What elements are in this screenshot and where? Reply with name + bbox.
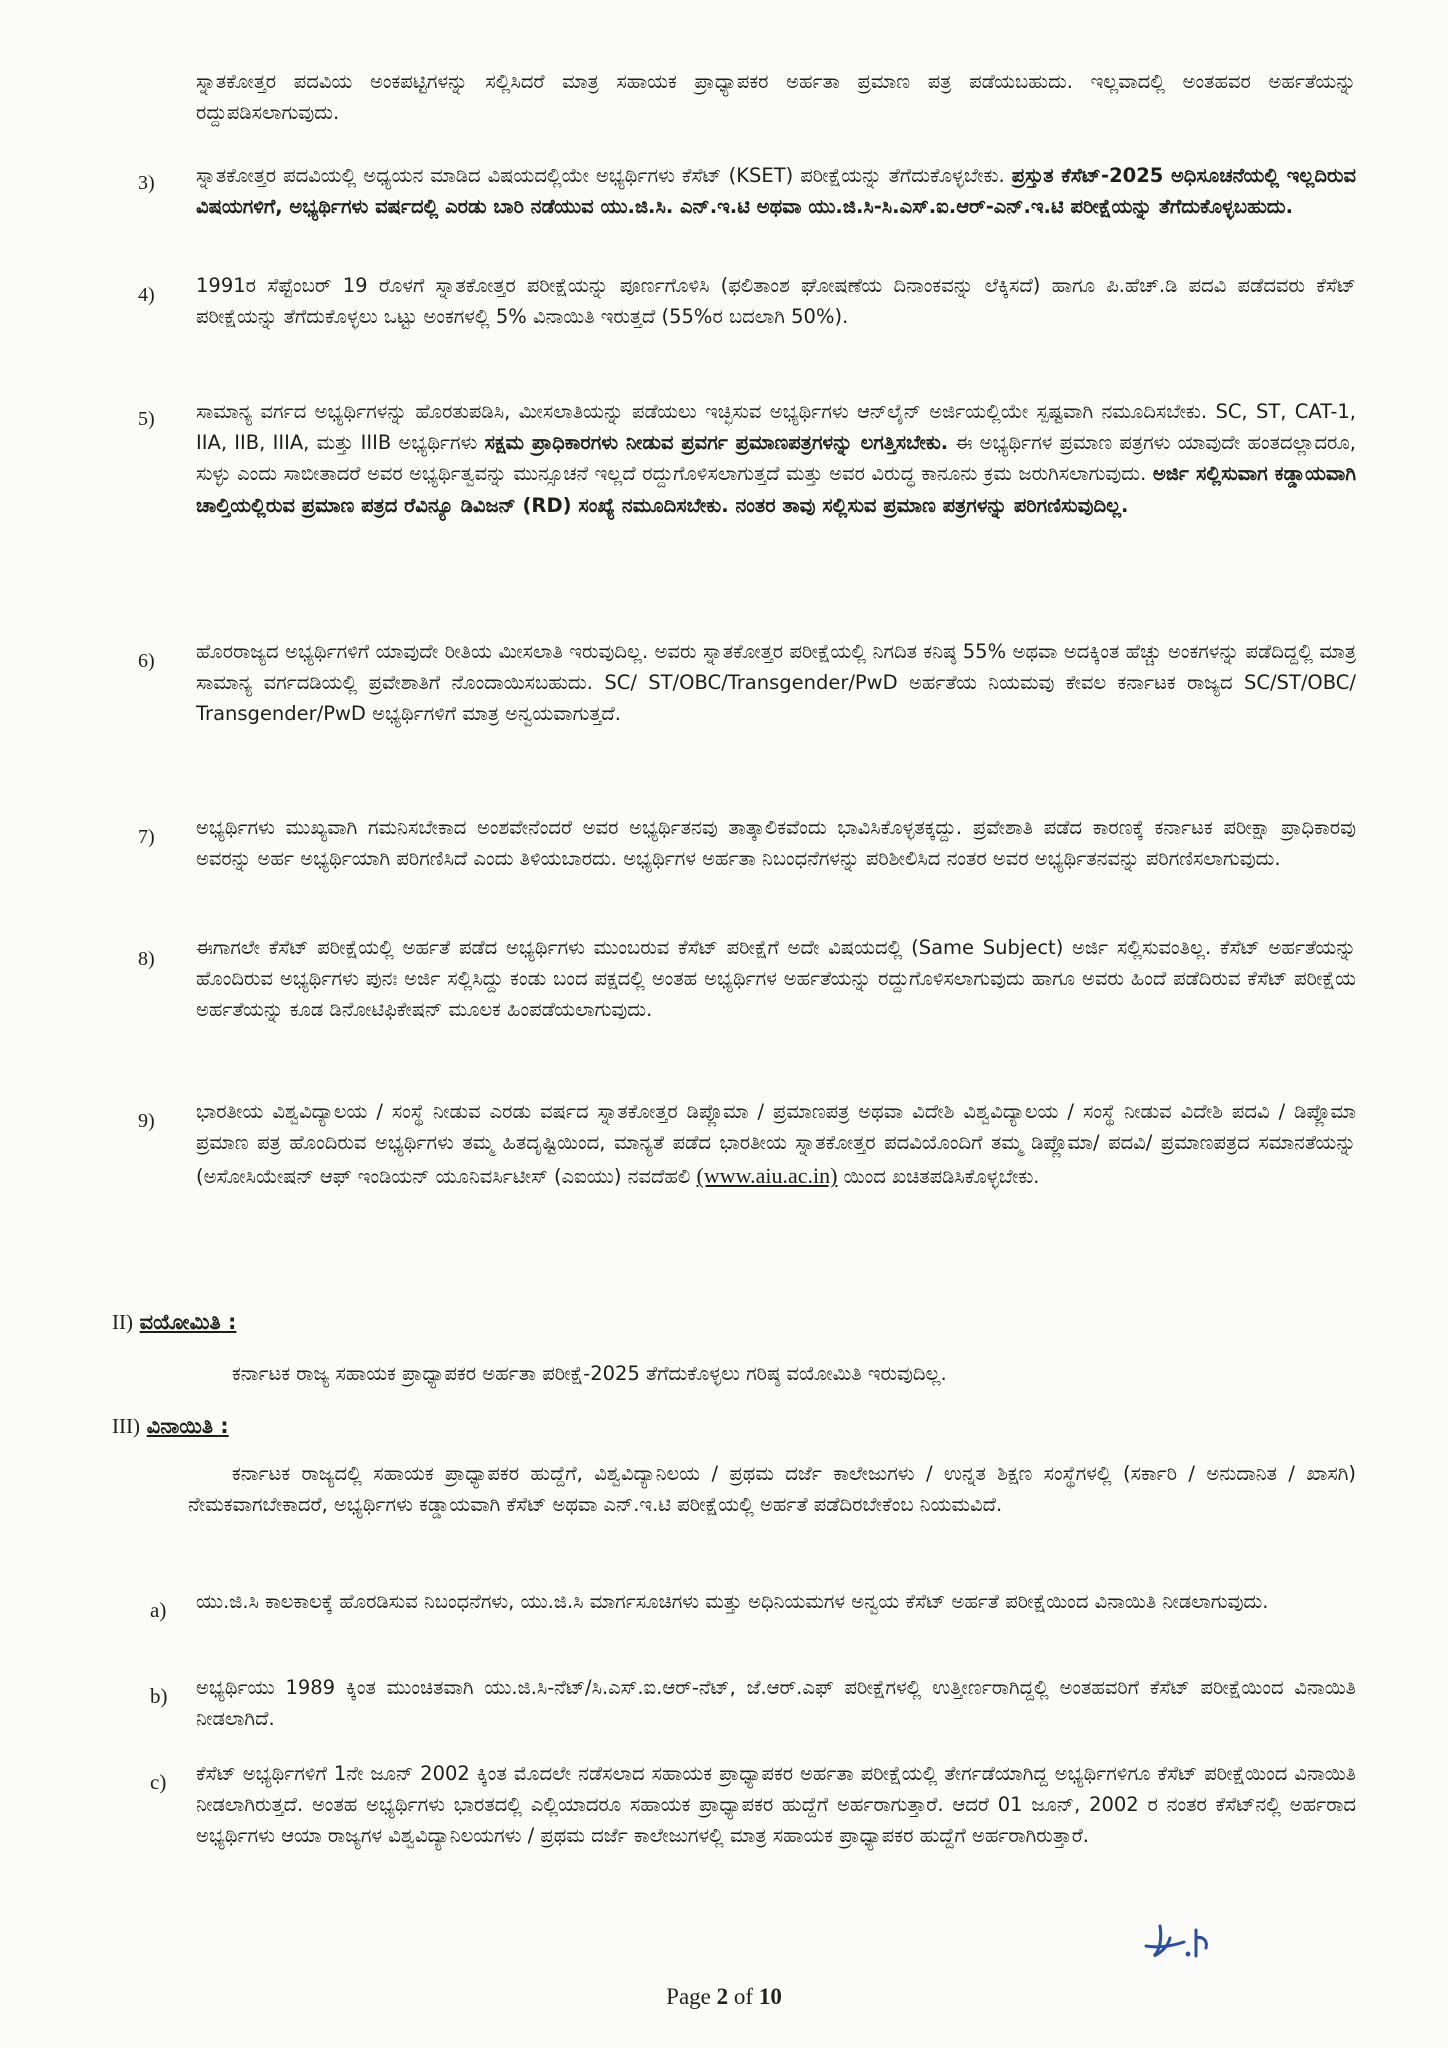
section-roman: III) <box>112 1414 140 1438</box>
exemption-a-text: ಯು.ಜಿ.ಸಿ ಕಾಲಕಾಲಕ್ಕೆ ಹೊರಡಿಸುವ ನಿಬಂಧನೆಗಳು, ಯು.ಜಿ.ಸಿ ಮಾರ್ಗಸೂಚಿಗಳು ಮತ್ತು ಅಧಿನಿಯಮಗಳ ಅನ್ವಯ ಕೆಸೆಟ್ ಅರ್ಹತೆ ಪರೀಕ್ಷೆಯಿಂದ ವಿನಾಯಿತಿ ನೀಡಲಾಗುವುದು. <box>196 1590 1269 1613</box>
page-footer <box>0 1984 1448 2010</box>
item-number: 8) <box>138 948 155 970</box>
page-label: Page <box>666 1984 711 2009</box>
section-heading-exemption <box>112 1414 229 1439</box>
item-number: 4) <box>138 284 155 306</box>
section-roman: II) <box>112 1310 133 1334</box>
item-9-tail: ಯಿಂದ ಖಚಿತಪಡಿಸಿಕೊಳ್ಳಬೇಕು. <box>843 1165 1040 1189</box>
page-total: 10 <box>758 1984 782 2009</box>
item-5-bold-1: ಸಕ್ಷಮ ಪ್ರಾಧಿಕಾರಗಳು ನೀಡುವ ಪ್ರವರ್ಗ ಪ್ರಮಾಣಪತ್ರಗಳನ್ನು ಲಗತ್ತಿಸಬೇಕು. <box>484 431 949 455</box>
signature-mark <box>1138 1916 1218 1964</box>
item-5-normal-2: ಈ ಅಭ್ಯರ್ಥಿಗಳ ಪ್ರಮಾಣ ಪತ್ರಗಳು ಯಾವುದೇ ಹಂತದಲ್ಲಾದರೂ, ಸುಳ್ಳು ಎಂದು ಸಾಬೀತಾದರೆ ಅವರ ಅಭ್ಯರ್ಥಿತ್ವವನ್ನು ಮುನ್ಸೂಚನೆ ಇಲ್ಲದೆ ರದ್ದುಗೊಳಿಸಲಾಗುತ್ತದೆ ಮತ್ತು ಅವರ ವಿರುದ್ಧ ಕಾನೂನು ಕ್ರಮ ಜರುಗಿಸಲಾಗುವುದು. <box>196 431 1357 486</box>
intro-paragraph <box>196 66 1356 128</box>
section-title: ವಿನಾಯಿತಿ : <box>146 1414 229 1438</box>
item-number: 9) <box>138 1110 155 1132</box>
item-3-bold: ಪ್ರಸ್ತುತ ಕೆಸೆಟ್-2025 ಅಧಿಸೂಚನೆಯಲ್ಲಿ ಇಲ್ಲದಿರುವ ವಿಷಯಗಳಿಗೆ, ಅಭ್ಯರ್ಥಿಗಳು ವರ್ಷದಲ್ಲಿ ಎರಡು ಬಾರಿ ನಡೆಯುವ ಯು.ಜಿ.ಸಿ. ಎನ್.ಇ.ಟಿ ಅಥವಾ ಯು.ಜಿ.ಸಿ-ಸಿ.ಎಸ್.ಐ.ಆರ್-ಎನ್.ಇ.ಟಿ ಪರೀಕ್ಷೆಯನ್ನು ತೆಗೆದುಕೊಳ್ಳಬಹುದು. <box>196 164 1356 219</box>
exemption-b-text: ಅಭ್ಯರ್ಥಿಯು 1989 ಕ್ಕಿಂತ ಮುಂಚಿತವಾಗಿ ಯು.ಜಿ.ಸಿ-ನೆಟ್/ಸಿ.ಎಸ್.ಐ.ಆರ್-ನೆಟ್, ಜೆ.ಆರ್.ಎಫ್ ಪರೀಕ್ಷೆಗಳಲ್ಲಿ ಉತ್ತೀರ್ಣರಾಗಿದ್ದಲ್ಲಿ ಅಂತಹವರಿಗೆ ಕೆಸೆಟ್ ಪರೀಕ್ಷೆಯಿಂದ ವಿನಾಯಿತಿ ನೀಡಲಾಗಿದೆ. <box>196 1676 1356 1731</box>
page-number: 2 <box>716 1984 729 2009</box>
item-9-text <box>196 1096 1356 1194</box>
item-number: 5) <box>138 408 155 430</box>
item-number: 6) <box>138 650 155 672</box>
item-8-text: ಈಗಾಗಲೇ ಕೆಸೆಟ್ ಪರೀಕ್ಷೆಯಲ್ಲಿ ಅರ್ಹತೆ ಪಡೆದ ಅಭ್ಯರ್ಥಿಗಳು ಮುಂಬರುವ ಕೆಸೆಟ್ ಪರೀಕ್ಷೆಗೆ ಅದೇ ವಿಷಯದಲ್ಲಿ (Same Subject) ಅರ್ಜಿ ಸಲ್ಲಿಸುವಂತಿಲ್ಲ. ಕೆಸೆಟ್ ಅರ್ಹತೆಯನ್ನು ಹೊಂದಿರುವ ಅಭ್ಯರ್ಥಿಗಳು ಪುನಃ ಅರ್ಜಿ ಸಲ್ಲಿಸಿದ್ದು ಕಂಡು ಬಂದ ಪಕ್ಷದಲ್ಲಿ ಅಂತಹ ಅಭ್ಯರ್ಥಿಗಳ ಅರ್ಹತೆಯನ್ನು ರದ್ದುಗೊಳಿಸಲಾಗುವುದು ಹಾಗೂ ಅವರು ಹಿಂದೆ ಪಡೆದಿರುವ ಕೆಸೆಟ್ ಪರೀಕ್ಷೆಯ ಅರ್ಹತೆಯನ್ನು ಕೂಡ ಡಿನೋಟಿಫಿಕೇಷನ್ ಮೂಲಕ ಹಿಂಪಡೆಯಲಾಗುವುದು. <box>196 936 1356 1022</box>
section-title: ವಯೋಮಿತಿ : <box>139 1310 237 1334</box>
item-number: 7) <box>138 826 155 848</box>
item-6-text: ಹೊರರಾಜ್ಯದ ಅಭ್ಯರ್ಥಿಗಳಿಗೆ ಯಾವುದೇ ರೀತಿಯ ಮೀಸಲಾತಿ ಇರುವುದಿಲ್ಲ. ಅವರು ಸ್ನಾತಕೋತ್ತರ ಪರೀಕ್ಷೆಯಲ್ಲಿ ನಿಗದಿತ ಕನಿಷ್ಠ 55% ಅಥವಾ ಅದಕ್ಕಿಂತ ಹೆಚ್ಚು ಅಂಕಗಳನ್ನು ಪಡೆದಿದ್ದಲ್ಲಿ ಮಾತ್ರ ಸಾಮಾನ್ಯ ವರ್ಗದಡಿಯಲ್ಲಿ ಪ್ರವೇಶಾತಿಗೆ ನೊಂದಾಯಿಸಬಹುದು. SC/ ST/OBC/Transgender/PwD ಅರ್ಹತೆಯ ನಿಯಮವು ಕೇವಲ ಕರ್ನಾಟಕ ರಾಜ್ಯದ SC/ST/OBC/ Transgender/PwD ಅಭ್ಯರ್ಥಿಗಳಿಗೆ ಮಾತ್ರ ಅನ್ವಯವಾಗುತ್ತದೆ. <box>196 640 1356 726</box>
exemption-intro-text <box>188 1458 1356 1520</box>
aiu-link[interactable]: (www.aiu.ac.in) <box>696 1163 838 1189</box>
item-7-text: ಅಭ್ಯರ್ಥಿಗಳು ಮುಖ್ಯವಾಗಿ ಗಮನಿಸಬೇಕಾದ ಅಂಶವೇನೆಂದರೆ ಅವರ ಅಭ್ಯರ್ಥಿತನವು ತಾತ್ಕಾಲಿಕವೆಂದು ಭಾವಿಸಿಕೊಳ್ಳತಕ್ಕದ್ದು. ಪ್ರವೇಶಾತಿ ಪಡೆದ ಕಾರಣಕ್ಕೆ ಕರ್ನಾಟಕ ಪರೀಕ್ಷಾ ಪ್ರಾಧಿಕಾರವು ಅವರನ್ನು ಅರ್ಹ ಅಭ್ಯರ್ಥಿಯಾಗಿ ಪರಿಗಣಿಸಿದೆ ಎಂದು ತಿಳಿಯಬಾರದು. ಅಭ್ಯರ್ಥಿಗಳ ಅರ್ಹತಾ ನಿಬಂಧನೆಗಳನ್ನು ಪರಿಶೀಲಿಸಿದ ನಂತರ ಅವರ ಅಭ್ಯರ್ಥಿತನವನ್ನು ಪರಿಗಣಿಸಲಾಗುವುದು. <box>196 816 1356 871</box>
exemption-intro-body: ಕರ್ನಾಟಕ ರಾಜ್ಯದಲ್ಲಿ ಸಹಾಯಕ ಪ್ರಾಧ್ಯಾಪಕರ ಹುದ್ದೆಗೆ, ವಿಶ್ವವಿದ್ಯಾನಿಲಯ / ಪ್ರಥಮ ದರ್ಜೆ ಕಾಲೇಜುಗಳು / ಉನ್ನತ ಶಿಕ್ಷಣ ಸಂಸ್ಥೆಗಳಲ್ಲಿ (ಸರ್ಕಾರಿ / ಅನುದಾನಿತ / ಖಾಸಗಿ) ನೇಮಕವಾಗಬೇಕಾದರೆ, ಅಭ್ಯರ್ಥಿಗಳು ಕಡ್ಡಾಯವಾಗಿ ಕೆಸೆಟ್ ಅಥವಾ ಎನ್.ಇ.ಟಿ ಪರೀಕ್ಷೆಯಲ್ಲಿ ಅರ್ಹತೆ ಪಡೆದಿರಬೇಕೆಂಬ ನಿಯಮವಿದೆ. <box>188 1462 1356 1517</box>
item-5-normal-1: ಸಾಮಾನ್ಯ ವರ್ಗದ ಅಭ್ಯರ್ಥಿಗಳನ್ನು ಹೊರತುಪಡಿಸಿ, ಮೀಸಲಾತಿಯನ್ನು ಪಡೆಯಲು ಇಚ್ಛಿಸುವ ಅಭ್ಯರ್ಥಿಗಳು ಆನ್‌ಲೈನ್ ಅರ್ಜಿಯಲ್ಲಿಯೇ ಸ್ಪಷ್ಟವಾಗಿ ನಮೂದಿಸಬೇಕು. SC, ST, CAT-1, IIA, IIB, IIIA, ಮತ್ತು IIIB ಅಭ್ಯರ್ಥಿಗಳು <box>196 400 1356 455</box>
item-3-normal: ಸ್ನಾತಕೋತ್ತರ ಪದವಿಯಲ್ಲಿ ಅಧ್ಯಯನ ಮಾಡಿದ ವಿಷಯದಲ್ಲಿಯೇ ಅಭ್ಯರ್ಥಿಗಳು ಕೆಸೆಟ್ (KSET) ಪರೀಕ್ಷೆಯನ್ನು ತೆಗೆದುಕೊಳ್ಳಬೇಕು. <box>196 164 1005 187</box>
exemption-c-text: ಕೆಸೆಟ್ ಅಭ್ಯರ್ಥಿಗಳಿಗೆ 1ನೇ ಜೂನ್ 2002 ಕ್ಕಿಂತ ಮೊದಲೇ ನಡೆಸಲಾದ ಸಹಾಯಕ ಪ್ರಾಧ್ಯಾಪಕರ ಅರ್ಹತಾ ಪರೀಕ್ಷೆಯಲ್ಲಿ ತೇರ್ಗಡೆಯಾಗಿದ್ದ ಅಭ್ಯರ್ಥಿಗಳಿಗೂ ಕೆಸೆಟ್ ಪರೀಕ್ಷೆಯಿಂದ ವಿನಾಯಿತಿ ನೀಡಲಾಗಿರುತ್ತದೆ. ಅಂತಹ ಅಭ್ಯರ್ಥಿಗಳು ಭಾರತದಲ್ಲಿ ಎಲ್ಲಿಯಾದರೂ ಸಹಾಯಕ ಪ್ರಾಧ್ಯಾಪಕರ ಹುದ್ದೆಗೆ ಅರ್ಹರಾಗುತ್ತಾರೆ. ಆದರೆ 01 ಜೂನ್, 2002 ರ ನಂತರ ಕೆಸೆಟ್‌ನಲ್ಲಿ ಅರ್ಹರಾದ ಅಭ್ಯರ್ಥಿಗಳು ಆಯಾ ರಾಜ್ಯಗಳ ವಿಶ್ವವಿದ್ಯಾನಿಲಯಗಳು / ಪ್ರಥಮ ದರ್ಜೆ ಕಾಲೇಜುಗಳಲ್ಲಿ ಮಾತ್ರ ಸಹಾಯಕ ಪ್ರಾಧ್ಯಾಪಕರ ಹುದ್ದೆಗೆ ಅರ್ಹರಾಗಿರುತ್ತಾರೆ. <box>196 1762 1356 1848</box>
sub-item-letter: b) <box>150 1684 168 1708</box>
item-3-text <box>196 160 1356 222</box>
intro-text: ಸ್ನಾತಕೋತ್ತರ ಪದವಿಯ ಅಂಕಪಟ್ಟಿಗಳನ್ನು ಸಲ್ಲಿಸಿದರೆ ಮಾತ್ರ ಸಹಾಯಕ ಪ್ರಾಧ್ಯಾಪಕರ ಅರ್ಹತಾ ಪ್ರಮಾಣ ಪತ್ರ ಪಡೆಯಬಹುದು. ಇಲ್ಲವಾದಲ್ಲಿ ಅಂತಹವರ ಅರ್ಹತೆಯನ್ನು ರದ್ದುಪಡಿಸಲಾಗುವುದು. <box>196 70 1356 125</box>
item-5-text <box>196 396 1356 521</box>
section-heading-age-limit <box>112 1310 236 1335</box>
item-9-body: ಭಾರತೀಯ ವಿಶ್ವವಿದ್ಯಾಲಯ / ಸಂಸ್ಥೆ ನೀಡುವ ಎರಡು ವರ್ಷದ ಸ್ನಾತಕೋತ್ತರ ಡಿಪ್ಲೊಮಾ / ಪ್ರಮಾಣಪತ್ರ ಅಥವಾ ವಿದೇಶಿ ವಿಶ್ವವಿದ್ಯಾಲಯ / ಸಂಸ್ಥೆ ನೀಡುವ ವಿದೇಶಿ ಪದವಿ / ಡಿಪ್ಲೊಮಾ ಪ್ರಮಾಣ ಪತ್ರ ಹೊಂದಿರುವ ಅಭ್ಯರ್ಥಿಗಳು ತಮ್ಮ ಹಿತದೃಷ್ಟಿಯಿಂದ, ಮಾನ್ಯತೆ ಪಡೆದ ಭಾರತೀಯ ಸ್ನಾತಕೋತ್ತರ ಪದವಿಯೊಂದಿಗೆ ತಮ್ಮ ಡಿಪ್ಲೊಮಾ/ ಪದವಿ/ ಪ್ರಮಾಣಪತ್ರದ ಸಮಾನತೆಯನ್ನು (ಅಸೋಸಿಯೇಷನ್ ಆಫ್ ಇಂಡಿಯನ್ ಯೂನಿವರ್ಸಿಟೀಸ್ (ಎಐಯು) ನವದೆಹಲಿ <box>196 1100 1356 1189</box>
item-number: 3) <box>138 172 155 194</box>
sub-item-letter: c) <box>150 1770 167 1794</box>
age-limit-text: ಕರ್ನಾಟಕ ರಾಜ್ಯ ಸಹಾಯಕ ಪ್ರಾಧ್ಯಾಪಕರ ಅರ್ಹತಾ ಪರೀಕ್ಷೆ-2025 ತೆಗೆದುಕೊಳ್ಳಲು ಗರಿಷ್ಠ ವಯೋಮಿತಿ ಇರುವುದಿಲ್ಲ. <box>232 1362 947 1385</box>
item-5-bold-2: ಅರ್ಜಿ ಸಲ್ಲಿಸುವಾಗ ಕಡ್ಡಾಯವಾಗಿ ಚಾಲ್ತಿಯಲ್ಲಿರುವ ಪ್ರಮಾಣ ಪತ್ರದ ರೆವಿನ್ಯೂ ಡಿವಿಜನ್ (RD) ಸಂಖ್ಯೆ ನಮೂದಿಸಬೇಕು. ನಂತರ ತಾವು ಸಲ್ಲಿಸುವ ಪ್ರಮಾಣ ಪತ್ರಗಳನ್ನು ಪರಿಗಣಿಸುವುದಿಲ್ಲ. <box>196 462 1356 517</box>
sub-item-letter: a) <box>150 1598 167 1622</box>
of-label: of <box>733 1984 754 2009</box>
item-4-text: 1991ರ ಸೆಪ್ಟೆಂಬರ್ 19 ರೊಳಗೆ ಸ್ನಾತಕೋತ್ತರ ಪರೀಕ್ಷೆಯನ್ನು ಪೂರ್ಣಗೊಳಿಸಿ (ಫಲಿತಾಂಶ ಘೋಷಣೆಯ ದಿನಾಂಕವನ್ನು ಲೆಕ್ಕಿಸದೆ) ಹಾಗೂ ಪಿ.ಹೆಚ್.ಡಿ ಪದವಿ ಪಡೆದವರು ಕೆಸೆಟ್ ಪರೀಕ್ಷೆಯನ್ನು ತೆಗೆದುಕೊಳ್ಳಲು ಒಟ್ಟು ಅಂಕಗಳಲ್ಲಿ 5% ವಿನಾಯಿತಿ ಇರುತ್ತದೆ (55%ರ ಬದಲಾಗಿ 50%). <box>196 274 1356 329</box>
